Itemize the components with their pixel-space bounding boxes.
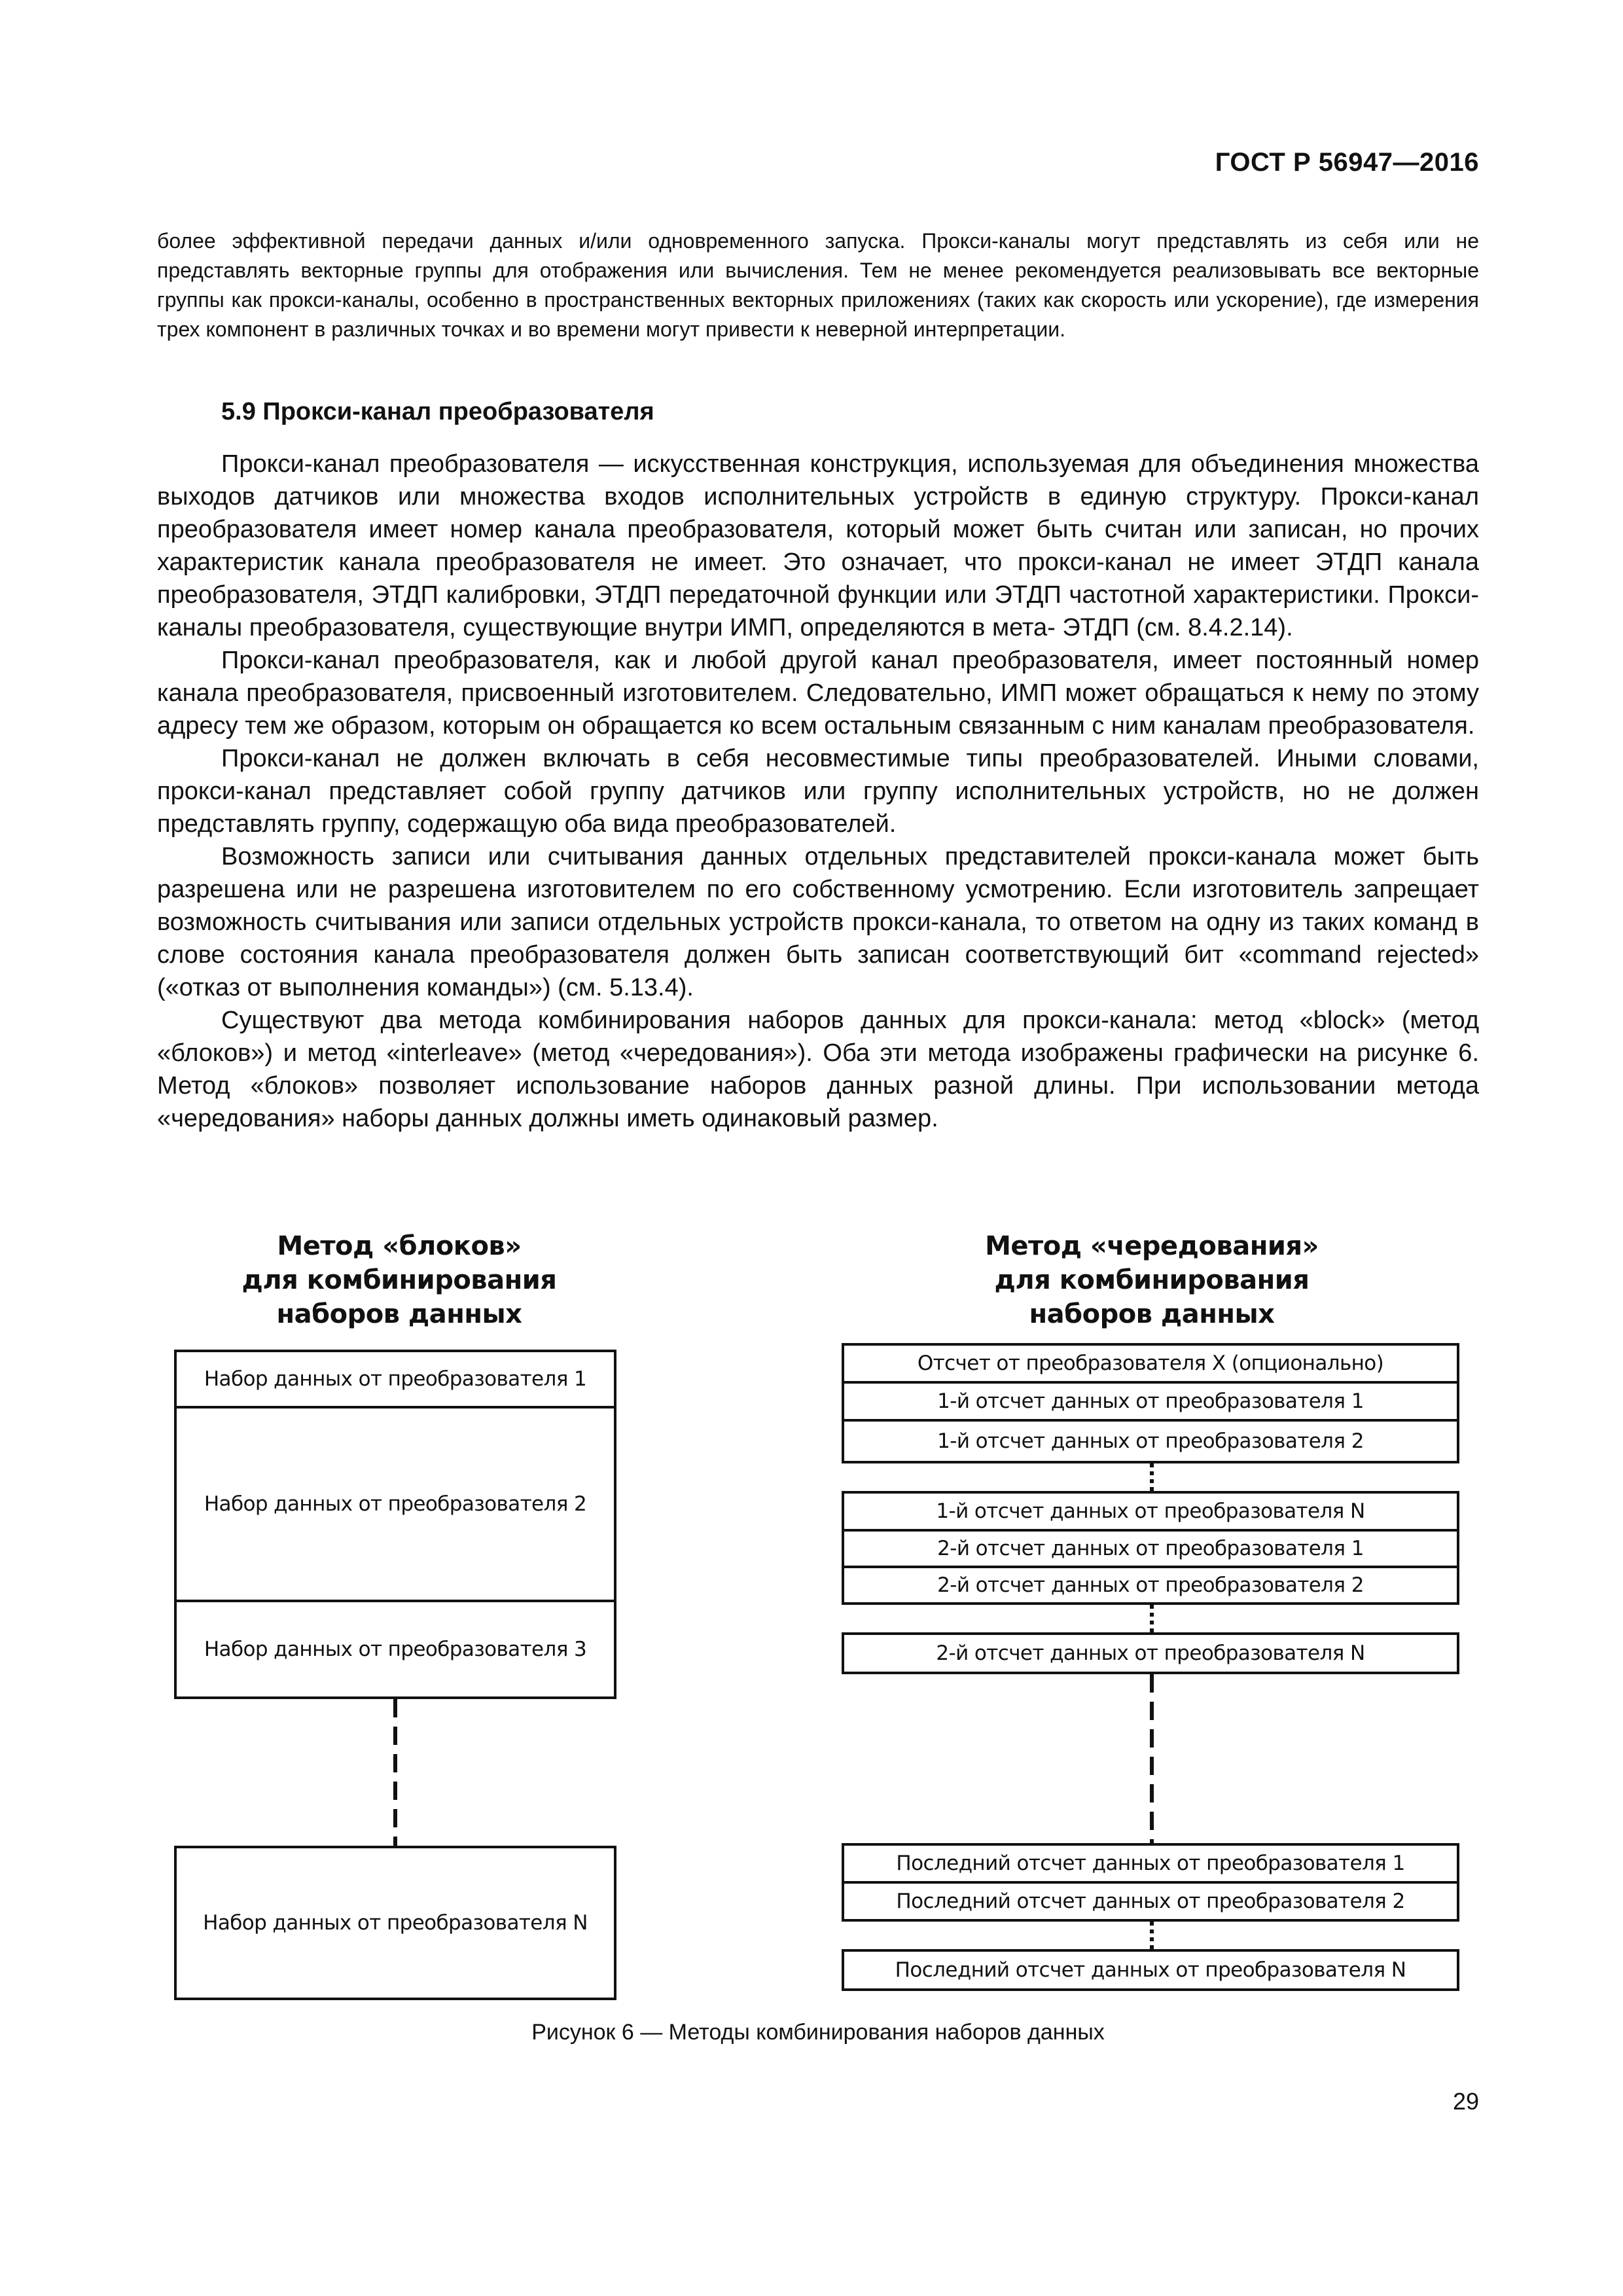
block-title-line: наборов данных (276, 1299, 522, 1329)
interleave-row: Последний отсчет данных от преобразователя 1 (842, 1843, 1459, 1884)
interleave-title-line: для комбинирования (994, 1265, 1310, 1295)
figure-caption: Рисунок 6 — Методы комбинирования наборов данных (531, 2020, 1105, 2045)
block-data-set-n: Набор данных от преобразователя N (174, 1846, 616, 2000)
page-number: 29 (1452, 2088, 1479, 2115)
interleave-row: 1-й отсчет данных от преобразователя 2 (842, 1419, 1459, 1463)
interleave-row: Последний отсчет данных от преобразователя N (842, 1949, 1459, 1991)
interleave-row: 1-й отсчет данных от преобразователя 1 (842, 1381, 1459, 1422)
block-data-set-1: Набор данных от преобразователя 1 (174, 1350, 616, 1408)
paragraph: Прокси-канал преобразователя, как и любой другой канал преобразователя, имеет постоянный номер канала преобразователя, присвоенный изготовителем. Следовательно, ИМП может обращаться к нему по этому адресу тем же образом, которым он обращается ко всем остальным связанным с ним каналам преобразователя. (157, 647, 1479, 740)
block-title-line: Метод «блоков» (277, 1231, 522, 1261)
interleave-title-line: наборов данных (1029, 1299, 1275, 1329)
interleave-row: 2-й отсчет данных от преобразователя N (842, 1632, 1459, 1674)
interleave-row: Последний отсчет данных от преобразователя 2 (842, 1881, 1459, 1922)
block-data-set-2: Набор данных от преобразователя 2 (174, 1406, 616, 1602)
section-title: 5.9 Прокси-канал преобразователя (221, 398, 654, 425)
block-data-set-3: Набор данных от преобразователя 3 (174, 1600, 616, 1699)
interleave-row: 2-й отсчет данных от преобразователя 1 (842, 1529, 1459, 1568)
paragraph: Прокси-канал преобразователя — искусственная конструкция, используемая для объединения множества выходов датчиков или множества входов исполнительных устройств в единую структуру. Прокси-канал преобразователя имеет номер канала преобразователя, который может быть считан или записан, но прочих характеристик канала преобразователя не имеет. Это означает, что прокси-канал не имеет ЭТДП канала преобразователя, ЭТДП калибровки, ЭТДП передаточной функции или ЭТДП частотной характеристики. Прокси-каналы преобразователя, существующие внутри ИМП, определяются в мета- ЭТДП (см. 8.4.2.14). (157, 450, 1479, 641)
interleave-title-line: Метод «чередования» (985, 1231, 1319, 1261)
standard-id: ГОСТ Р 56947—2016 (1215, 148, 1479, 177)
block-title-line: для комбинирования (241, 1265, 557, 1295)
paragraph: Прокси-канал не должен включать в себя несовместимые типы преобразователей. Иными словами, прокси-канал представляет собой группу датчиков или группу исполнительных устройств, но не должен представлять группу, содержащую оба вида преобразователей. (157, 745, 1479, 838)
interleave-row: 2-й отсчет данных от преобразователя 2 (842, 1566, 1459, 1605)
intro-paragraph: более эффективной передачи данных и/или одновременного запуска. Прокси-каналы могут представлять из себя или не представлять векторные группы для отображения или вычисления. Тем не менее рекомендуется реализовывать все векторные группы как прокси-каналы, особенно в пространственных векторных приложениях (таких как скорость или ускорение), где измерения трех компонент в различных точках и во времени могут привести к неверной интерпретации. (157, 229, 1479, 341)
interleave-row: Отсчет от преобразователя X (опционально) (842, 1343, 1459, 1384)
paragraph: Существуют два метода комбинирования наборов данных для прокси-канала: метод «block» (метод «блоков») и метод «interleave» (метод «чередования»). Оба эти метода изображены графически на рисунке 6. Метод «блоков» позволяет использование наборов данных разной длины. При использовании метода «чередования» наборы данных должны иметь одинаковый размер. (157, 1007, 1479, 1132)
interleave-row: 1-й отсчет данных от преобразователя N (842, 1491, 1459, 1532)
paragraph: Возможность записи или считывания данных отдельных представителей прокси-канала может быть разрешена или не разрешена изготовителем по его собственному усмотрению. Если изготовитель запрещает возможность считывания или записи отдельных устройств прокси-канала, то ответом на одну из таких команд в слове состояния канала преобразователя должен быть записан соответствующий бит «command rejected» («отказ от выполнения команды») (см. 5.13.4). (157, 843, 1479, 1001)
